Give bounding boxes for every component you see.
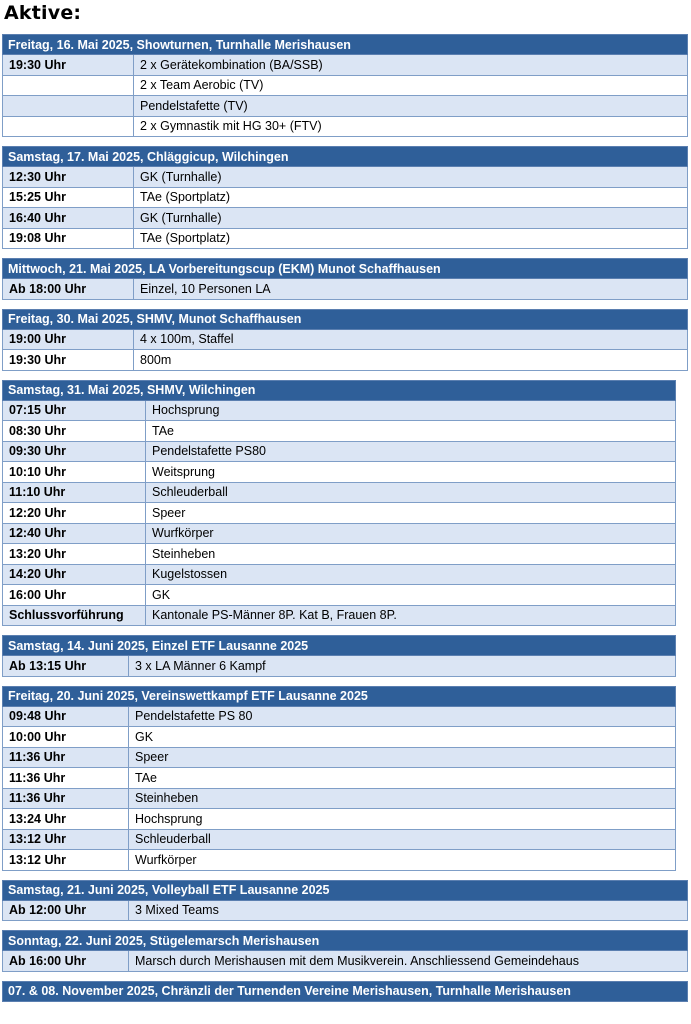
time-cell: 19:30 Uhr xyxy=(3,55,134,76)
activity-cell: Weitsprung xyxy=(146,462,676,483)
schedule-row xyxy=(3,462,676,483)
schedule-row xyxy=(3,747,676,768)
schedule-row xyxy=(3,503,676,524)
activity-cell: GK (Turnhalle) xyxy=(134,167,688,188)
event-table xyxy=(2,34,688,137)
time-cell: 13:24 Uhr xyxy=(3,809,129,830)
activity-cell: Kugelstossen xyxy=(146,564,676,585)
time-cell xyxy=(3,75,134,96)
activity-cell: TAe xyxy=(146,421,676,442)
schedule-row xyxy=(3,228,688,249)
time-cell: Ab 16:00 Uhr xyxy=(3,951,129,972)
activity-cell: Schleuderball xyxy=(129,829,676,850)
schedule-row xyxy=(3,421,676,442)
schedule-row xyxy=(3,329,688,350)
schedule-row xyxy=(3,75,688,96)
time-cell: 10:10 Uhr xyxy=(3,462,146,483)
event-header: Samstag, 17. Mai 2025, Chläggicup, Wilchingen xyxy=(3,147,688,167)
activity-cell: GK xyxy=(146,585,676,606)
activity-cell: Speer xyxy=(146,503,676,524)
schedule-row xyxy=(3,187,688,208)
event-header: Freitag, 30. Mai 2025, SHMV, Munot Schaffhausen xyxy=(3,309,688,329)
event-table xyxy=(2,686,676,871)
activity-cell: GK (Turnhalle) xyxy=(134,208,688,229)
schedule-row xyxy=(3,656,676,677)
schedule-row xyxy=(3,55,688,76)
activity-cell: Wurfkörper xyxy=(129,850,676,871)
activity-cell: Speer xyxy=(129,747,676,768)
time-cell: 16:40 Uhr xyxy=(3,208,134,229)
time-cell xyxy=(3,96,134,117)
event-header: Sonntag, 22. Juni 2025, Stügelemarsch Merishausen xyxy=(3,931,688,951)
event-header: Samstag, 31. Mai 2025, SHMV, Wilchingen xyxy=(3,380,676,400)
activity-cell: Pendelstafette PS80 xyxy=(146,441,676,462)
schedule-row xyxy=(3,951,688,972)
time-cell: 13:12 Uhr xyxy=(3,829,129,850)
activity-cell: TAe xyxy=(129,768,676,789)
activity-cell: Steinheben xyxy=(146,544,676,565)
event-header: Freitag, 20. Juni 2025, Vereinswettkampf ETF Lausanne 2025 xyxy=(3,686,676,706)
event-table xyxy=(2,258,688,300)
activity-cell: 3 x LA Männer 6 Kampf xyxy=(129,656,676,677)
time-cell: 09:30 Uhr xyxy=(3,441,146,462)
activity-cell: Marsch durch Merishausen mit dem Musikverein. Anschliessend Gemeindehaus xyxy=(129,951,688,972)
event-header: Mittwoch, 21. Mai 2025, LA Vorbereitungscup (EKM) Munot Schaffhausen xyxy=(3,259,688,279)
activity-cell: Schleuderball xyxy=(146,482,676,503)
activity-cell: 800m xyxy=(134,350,688,371)
time-cell: 15:25 Uhr xyxy=(3,187,134,208)
time-cell: 11:36 Uhr xyxy=(3,747,129,768)
schedule-row xyxy=(3,727,676,748)
time-cell: 16:00 Uhr xyxy=(3,585,146,606)
activity-cell: 2 x Gymnastik mit HG 30+ (FTV) xyxy=(134,116,688,137)
page-title: Aktive: xyxy=(4,2,82,24)
schedule-row xyxy=(3,809,676,830)
time-cell: 10:00 Uhr xyxy=(3,727,129,748)
activity-cell: Hochsprung xyxy=(129,809,676,830)
activity-cell: TAe (Sportplatz) xyxy=(134,187,688,208)
event-header: 07. & 08. November 2025, Chränzli der Turnenden Vereine Merishausen, Turnhalle Merishausen xyxy=(3,981,688,1001)
event-table xyxy=(2,880,688,922)
schedule-row xyxy=(3,350,688,371)
time-cell: 19:30 Uhr xyxy=(3,350,134,371)
schedule-row xyxy=(3,400,676,421)
schedule-row xyxy=(3,706,676,727)
schedule-row xyxy=(3,544,676,565)
activity-cell: Pendelstafette (TV) xyxy=(134,96,688,117)
event-table xyxy=(2,380,676,627)
time-cell: Schlussvorführung xyxy=(3,605,146,626)
schedule-row xyxy=(3,523,676,544)
activity-cell: 2 x Gerätekombination (BA/SSB) xyxy=(134,55,688,76)
activity-cell: Pendelstafette PS 80 xyxy=(129,706,676,727)
schedule-row xyxy=(3,279,688,300)
time-cell: 12:40 Uhr xyxy=(3,523,146,544)
time-cell: 19:00 Uhr xyxy=(3,329,134,350)
activity-cell: Wurfkörper xyxy=(146,523,676,544)
time-cell: 11:10 Uhr xyxy=(3,482,146,503)
event-header: Freitag, 16. Mai 2025, Showturnen, Turnhalle Merishausen xyxy=(3,35,688,55)
activity-cell: TAe (Sportplatz) xyxy=(134,228,688,249)
schedule-list xyxy=(2,34,688,1002)
schedule-row xyxy=(3,564,676,585)
time-cell: 13:12 Uhr xyxy=(3,850,129,871)
time-cell: 12:20 Uhr xyxy=(3,503,146,524)
activity-cell: GK xyxy=(129,727,676,748)
event-header: Samstag, 21. Juni 2025, Volleyball ETF Lausanne 2025 xyxy=(3,880,688,900)
schedule-row xyxy=(3,829,676,850)
schedule-row xyxy=(3,167,688,188)
event-table xyxy=(2,146,688,249)
activity-cell: 4 x 100m, Staffel xyxy=(134,329,688,350)
time-cell: Ab 12:00 Uhr xyxy=(3,900,129,921)
time-cell xyxy=(3,116,134,137)
event-header: Samstag, 14. Juni 2025, Einzel ETF Lausanne 2025 xyxy=(3,636,676,656)
schedule-row xyxy=(3,441,676,462)
event-table xyxy=(2,930,688,972)
schedule-row xyxy=(3,482,676,503)
schedule-row xyxy=(3,585,676,606)
event-table xyxy=(2,309,688,371)
schedule-row xyxy=(3,788,676,809)
time-cell: 19:08 Uhr xyxy=(3,228,134,249)
time-cell: 08:30 Uhr xyxy=(3,421,146,442)
activity-cell: Einzel, 10 Personen LA xyxy=(134,279,688,300)
schedule-row xyxy=(3,900,688,921)
activity-cell: 3 Mixed Teams xyxy=(129,900,688,921)
activity-cell: Kantonale PS-Männer 8P. Kat B, Frauen 8P. xyxy=(146,605,676,626)
activity-cell: Steinheben xyxy=(129,788,676,809)
time-cell: Ab 13:15 Uhr xyxy=(3,656,129,677)
time-cell: 11:36 Uhr xyxy=(3,788,129,809)
schedule-row xyxy=(3,768,676,789)
time-cell: Ab 18:00 Uhr xyxy=(3,279,134,300)
schedule-row xyxy=(3,605,676,626)
time-cell: 13:20 Uhr xyxy=(3,544,146,565)
event-table xyxy=(2,635,676,677)
time-cell: 12:30 Uhr xyxy=(3,167,134,188)
activity-cell: 2 x Team Aerobic (TV) xyxy=(134,75,688,96)
time-cell: 09:48 Uhr xyxy=(3,706,129,727)
time-cell: 11:36 Uhr xyxy=(3,768,129,789)
activity-cell: Hochsprung xyxy=(146,400,676,421)
schedule-row xyxy=(3,116,688,137)
event-table xyxy=(2,981,688,1002)
time-cell: 14:20 Uhr xyxy=(3,564,146,585)
schedule-row xyxy=(3,208,688,229)
schedule-row xyxy=(3,96,688,117)
time-cell: 07:15 Uhr xyxy=(3,400,146,421)
schedule-row xyxy=(3,850,676,871)
